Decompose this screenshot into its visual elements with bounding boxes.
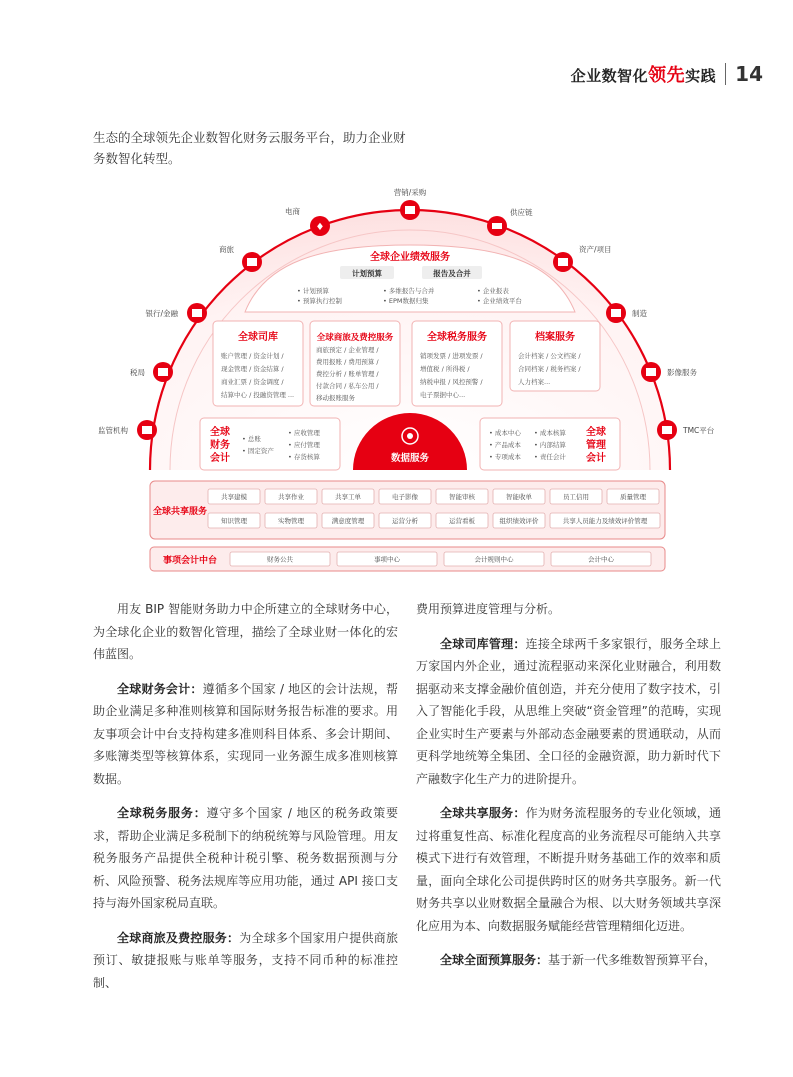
svg-text:• 成本核算: • 成本核算 bbox=[534, 429, 566, 437]
svg-text:商业汇票 / 资金调度 /: 商业汇票 / 资金调度 / bbox=[221, 378, 284, 386]
svg-text:• 应付管理: • 应付管理 bbox=[288, 441, 320, 449]
svg-text:资产/项目: 资产/项目 bbox=[579, 245, 612, 254]
svg-text:制造: 制造 bbox=[632, 309, 647, 318]
shared-service-block bbox=[150, 481, 665, 539]
svg-text:全球: 全球 bbox=[210, 427, 230, 438]
header-title: 企业数智化领先实践 bbox=[570, 65, 717, 86]
svg-text:共享建模: 共享建模 bbox=[221, 493, 247, 501]
svg-text:全球共享服务: 全球共享服务 bbox=[152, 507, 208, 517]
svg-text:电子影像: 电子影像 bbox=[392, 493, 418, 501]
svg-text:财务: 财务 bbox=[210, 440, 230, 451]
svg-text:• 总账: • 总账 bbox=[242, 435, 261, 443]
module-kuaiji bbox=[200, 418, 340, 470]
svg-text:全球税务服务: 全球税务服务 bbox=[427, 332, 487, 343]
svg-text:纳税申报 / 风控预警 /: 纳税申报 / 风控预警 / bbox=[420, 378, 483, 386]
shared-item bbox=[379, 513, 431, 528]
svg-text:共享人员能力及绩效评价管理: 共享人员能力及绩效评价管理 bbox=[562, 517, 648, 525]
svg-text:智能审核: 智能审核 bbox=[449, 493, 475, 501]
svg-text:移动报账服务: 移动报账服务 bbox=[316, 394, 355, 402]
platform-item bbox=[444, 552, 544, 566]
page-number: 14 bbox=[735, 62, 763, 86]
svg-text:管理: 管理 bbox=[586, 440, 606, 451]
module-dangan bbox=[510, 321, 600, 391]
ring-node-yinhang bbox=[145, 303, 207, 323]
ring-node-shuiju bbox=[130, 362, 173, 382]
svg-text:销项发票 / 进项发票 /: 销项发票 / 进项发票 / bbox=[420, 352, 483, 360]
svg-text:• 存货核算: • 存货核算 bbox=[288, 453, 320, 461]
shared-item bbox=[265, 489, 317, 504]
platform-item bbox=[230, 552, 330, 566]
svg-text:监管机构: 监管机构 bbox=[98, 426, 128, 435]
ring-node-jianguan bbox=[98, 420, 157, 440]
right-paragraph-1: 全球司库管理：连接全球两千多家银行，服务全球上万家国内外企业，通过流程驱动来深化业财融合，利用数据驱动来支撑金融价值创造，并充分使用了数字技术，引入了智能化手段，从思维上突破“资金管理”的范畴，实现企业实时生产要素与外部动态金融要素的贯通联动，从而更科学地统筹全集团、全口径的金融资源，助力新时代下产融数字化生产力的进阶提升。 bbox=[416, 636, 721, 786]
svg-text:商旅预定 / 企业管理 /: 商旅预定 / 企业管理 / bbox=[316, 346, 379, 354]
svg-text:数据服务: 数据服务 bbox=[390, 453, 430, 464]
shared-item bbox=[322, 489, 374, 504]
svg-text:现金管理 / 资金结算 /: 现金管理 / 资金结算 / bbox=[221, 365, 284, 373]
svg-text:电子票据中心...: 电子票据中心... bbox=[420, 391, 466, 399]
svg-text:共享作业: 共享作业 bbox=[278, 493, 304, 501]
platform-item bbox=[337, 552, 437, 566]
svg-text:共享工单: 共享工单 bbox=[335, 493, 361, 501]
shared-item bbox=[436, 489, 488, 504]
shared-item bbox=[550, 489, 602, 504]
module-shuiwu bbox=[412, 321, 502, 406]
platform-item bbox=[551, 552, 651, 566]
svg-text:• 责任会计: • 责任会计 bbox=[534, 453, 566, 461]
svg-text:账户管理 / 资金计划 /: 账户管理 / 资金计划 / bbox=[221, 352, 284, 360]
svg-text:质量管理: 质量管理 bbox=[620, 493, 646, 501]
svg-text:影像服务: 影像服务 bbox=[667, 368, 697, 377]
svg-text:员工信用: 员工信用 bbox=[563, 493, 589, 501]
right-column bbox=[416, 598, 721, 984]
svg-text:营销/采购: 营销/采购 bbox=[393, 188, 427, 197]
svg-text:增值税 / 所得税 /: 增值税 / 所得税 / bbox=[420, 365, 470, 373]
svg-text:全球: 全球 bbox=[586, 427, 606, 438]
svg-text:会计: 会计 bbox=[210, 453, 230, 464]
svg-text:• 多维报告与合并: • 多维报告与合并 bbox=[383, 287, 435, 295]
svg-text:付款合同 / 私车公用 /: 付款合同 / 私车公用 / bbox=[316, 382, 379, 390]
svg-text:满意度管理: 满意度管理 bbox=[331, 517, 365, 525]
svg-text:财务公共: 财务公共 bbox=[267, 555, 293, 564]
ring-node-zichan bbox=[553, 244, 612, 272]
svg-text:全球商旅及费控服务: 全球商旅及费控服务 bbox=[316, 333, 394, 343]
svg-text:运营分析: 运营分析 bbox=[392, 517, 418, 525]
svg-text:• 计划预算: • 计划预算 bbox=[297, 287, 329, 295]
right-paragraph-2: 全球共享服务：作为财务流程服务的专业化领域，通过将重复性高、标准化程度高的业务流程尽可能纳入共享模式下进行有效管理，不断提升财务基础工作的效率和质量，面向全球化公司提供跨时区的财务共享服务。新一代财务共享以业财数据全量融合为根、以大财务领域共享深化应用为本、向数据服务赋能经营管理精细化迈进。 bbox=[416, 806, 721, 933]
svg-text:• 企业绩效平台: • 企业绩效平台 bbox=[477, 297, 522, 305]
right-paragraph-3: 全球全面预算服务：基于新一代多维数智预算平台， bbox=[440, 953, 717, 967]
cart-icon: ♦ bbox=[315, 222, 325, 233]
ring-node-shanglv bbox=[219, 244, 262, 272]
svg-text:会计中心: 会计中心 bbox=[588, 555, 614, 564]
svg-text:知识管理: 知识管理 bbox=[221, 517, 247, 525]
left-paragraph-1: 用友 BIP 智能财务助力中企所建立的全球财务中心，为全球化企业的数智化管理，描绘了全球业财一体化的宏伟蓝图。 bbox=[93, 602, 398, 661]
svg-text:合同档案 / 税务档案 /: 合同档案 / 税务档案 / bbox=[518, 365, 581, 373]
shared-item bbox=[208, 489, 260, 504]
svg-text:事项中心: 事项中心 bbox=[374, 555, 400, 564]
shared-item bbox=[493, 513, 545, 528]
left-paragraph-3: 全球税务服务：遵守多个国家 / 地区的税务政策要求，帮助企业满足多税制下的纳税统筹与风险管理。用友税务服务产品提供全税种计税引擎、税务数据预测与分析、风险预警、税务法规库等应用功能，通过 API 接口支持与海外国家税局直联。 bbox=[93, 806, 398, 910]
svg-text:运营看板: 运营看板 bbox=[449, 517, 475, 525]
shared-item bbox=[436, 513, 488, 528]
svg-text:计划预算: 计划预算 bbox=[352, 269, 382, 278]
ring-node-zhizao bbox=[606, 303, 647, 323]
svg-text:税局: 税局 bbox=[130, 368, 145, 377]
ring-node-yingxiang bbox=[641, 362, 697, 382]
shared-item bbox=[379, 489, 431, 504]
svg-text:• 固定资产: • 固定资产 bbox=[242, 447, 274, 455]
shared-item bbox=[493, 489, 545, 504]
left-paragraph-4: 全球商旅及费控服务：为全球多个国家用户提供商旅预订、敏捷报账与账单等服务，支持不同币种的标准控制、 bbox=[93, 930, 398, 990]
module-guanli bbox=[480, 418, 620, 470]
svg-text:组织绩效评价: 组织绩效评价 bbox=[499, 517, 539, 525]
svg-text:实物管理: 实物管理 bbox=[278, 517, 304, 525]
svg-text:电商: 电商 bbox=[285, 207, 300, 216]
module-shanglv bbox=[310, 321, 400, 406]
svg-text:• 应收管理: • 应收管理 bbox=[288, 429, 320, 437]
svg-text:报告及合并: 报告及合并 bbox=[433, 269, 471, 278]
svg-text:费用报账 / 费用预算 /: 费用报账 / 费用预算 / bbox=[316, 358, 379, 366]
svg-text:人力档案...: 人力档案... bbox=[518, 378, 551, 386]
right-paragraph-0: 费用预算进度管理与分析。 bbox=[416, 602, 561, 616]
shared-item bbox=[322, 513, 374, 528]
svg-text:• 预算执行控制: • 预算执行控制 bbox=[297, 297, 342, 305]
svg-text:• 企业报表: • 企业报表 bbox=[477, 287, 509, 295]
shared-item bbox=[550, 513, 660, 528]
svg-text:• 内部结算: • 内部结算 bbox=[534, 441, 566, 449]
svg-text:结算中心 / 投融资管理 ...: 结算中心 / 投融资管理 ... bbox=[221, 391, 295, 399]
shared-item bbox=[607, 489, 659, 504]
svg-text:会计规则中心: 会计规则中心 bbox=[474, 555, 514, 564]
svg-text:智能收单: 智能收单 bbox=[506, 493, 532, 501]
svg-text:• 专项成本: • 专项成本 bbox=[489, 453, 521, 461]
ring-node-tmc bbox=[657, 420, 715, 440]
intro-text: 生态的全球领先企业数智化财务云服务平台，助力企业财务数智化转型。 bbox=[93, 130, 406, 166]
svg-text:商旅: 商旅 bbox=[219, 245, 234, 254]
svg-text:• 成本中心: • 成本中心 bbox=[489, 429, 521, 437]
svg-text:• 产品成本: • 产品成本 bbox=[489, 441, 521, 449]
shared-item bbox=[208, 513, 260, 528]
svg-text:全球司库: 全球司库 bbox=[238, 332, 278, 343]
shared-item bbox=[265, 513, 317, 528]
module-siku bbox=[213, 321, 303, 406]
left-column bbox=[93, 598, 398, 1006]
svg-text:事项会计中台: 事项会计中台 bbox=[162, 556, 218, 566]
svg-text:全球企业绩效服务: 全球企业绩效服务 bbox=[370, 252, 450, 263]
svg-text:档案服务: 档案服务 bbox=[535, 332, 575, 343]
svg-text:银行/金融: 银行/金融 bbox=[145, 309, 178, 318]
left-paragraph-2: 全球财务会计：遵循多个国家 / 地区的会计法规，帮助企业满足多种准则核算和国际财务报告标准的要求。用友事项会计中台支持构建多准则科目体系、多会计期间、多账簿类型等核算体系，实现同一业务源生成多准则核算数据。 bbox=[93, 681, 398, 786]
svg-text:会计档案 / 公文档案 /: 会计档案 / 公文档案 / bbox=[518, 352, 581, 360]
svg-text:• EPM数据归集: • EPM数据归集 bbox=[383, 297, 429, 305]
svg-text:TMC平台: TMC平台 bbox=[683, 426, 715, 435]
svg-text:费控分析 / 账单管理 /: 费控分析 / 账单管理 / bbox=[316, 370, 379, 378]
svg-text:供应链: 供应链 bbox=[510, 208, 533, 217]
svg-text:会计: 会计 bbox=[586, 453, 606, 464]
platform-bar bbox=[150, 547, 665, 571]
